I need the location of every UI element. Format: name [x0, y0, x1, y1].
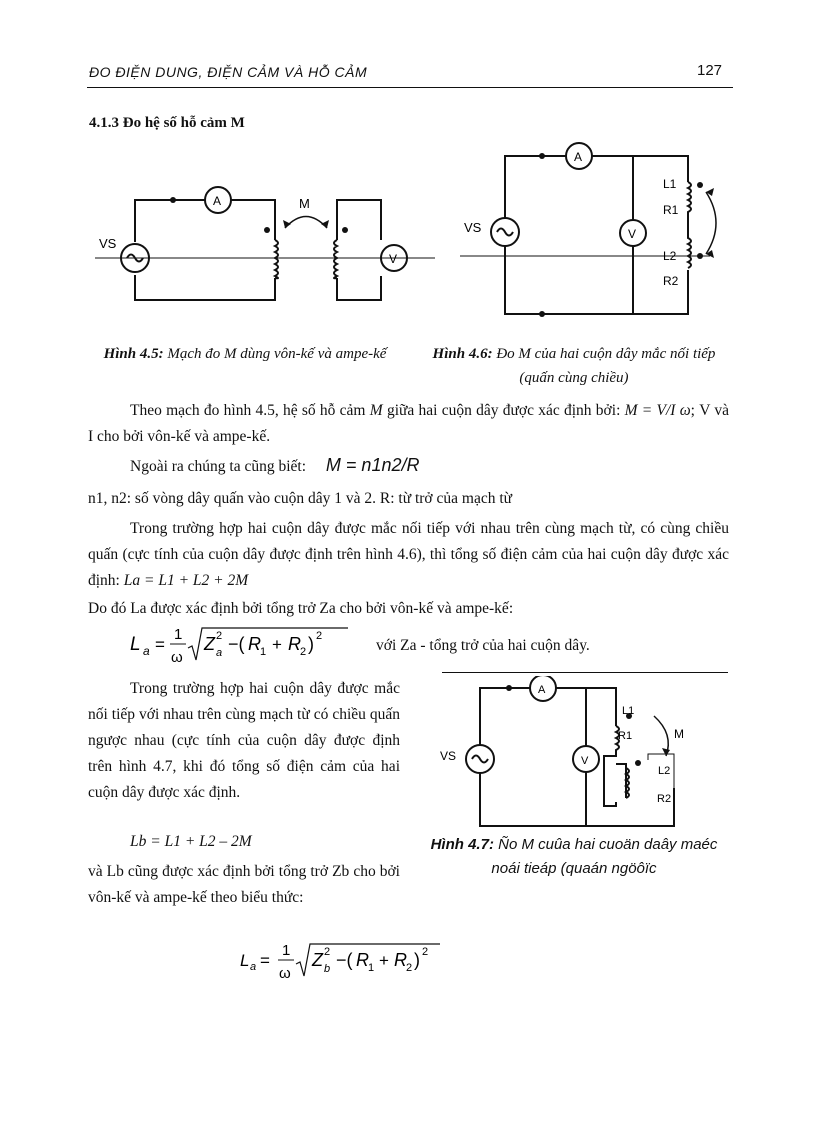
caption-label: Hình 4.6: [432, 346, 493, 362]
equation-2 [240, 936, 460, 984]
paragraph-8: và Lb cũng được xác định bởi tổng trở Zb cho bởi vôn-kế và ampe-kế theo biểu thức: [88, 863, 400, 906]
caption-label: Hình 4.5: [103, 346, 164, 362]
paragraph-1: Theo mạch đo hình 4.5, hệ số hỗ cảm M giữa hai cuộn dây được xác định bởi: M = V/I ω; V và I cho bởi vôn-kế và ampe-kế. [88, 402, 730, 445]
svg-text:2: 2 [406, 962, 413, 974]
r2-label: R2 [663, 274, 679, 288]
running-header: ĐO ĐIỆN DUNG, ĐIỆN CẢM VÀ HỖ CẢM [89, 64, 368, 80]
caption-text: Ño M cuûa hai cuoän daây maéc noái tieáp (quaán ngöôïc [491, 836, 718, 877]
ammeter-label: A [538, 684, 546, 696]
svg-text:): ) [308, 634, 314, 654]
svg-text:=: = [155, 635, 165, 654]
svg-text:R: R [356, 950, 369, 970]
figure-4-7-top-rule [442, 672, 728, 673]
svg-text:a: a [250, 961, 257, 973]
section-heading: 4.1.3 Đo hệ số hỗ cảm M [89, 115, 245, 131]
svg-text:R: R [394, 950, 407, 970]
equation-1 [130, 620, 370, 668]
caption-label: Hình 4.7: [430, 836, 494, 853]
figure-4-5-caption [92, 342, 398, 366]
svg-text:1: 1 [174, 626, 183, 643]
svg-text:a: a [143, 644, 150, 658]
l2-label: L2 [658, 765, 671, 777]
l1-label: L1 [663, 177, 677, 191]
figure-4-5-circuit [95, 180, 435, 315]
figure-4-6-caption [418, 342, 730, 390]
figure-4-7-circuit [436, 676, 716, 836]
svg-text:R: R [288, 634, 301, 654]
ammeter-label: A [574, 150, 583, 164]
svg-text:=: = [260, 951, 270, 970]
figure-4-7-caption [418, 833, 730, 881]
svg-text:Z: Z [204, 634, 215, 654]
l2-label: L2 [663, 249, 677, 263]
svg-text:R: R [248, 634, 261, 654]
svg-text:+: + [272, 635, 282, 654]
svg-text:Z: Z [312, 950, 323, 970]
mutual-label: M [299, 196, 310, 211]
svg-text:−(: −( [228, 634, 245, 654]
svg-text:ω: ω [279, 965, 291, 982]
svg-text:2: 2 [324, 946, 331, 958]
caption-text: Mạch đo M dùng vôn-kế và ampe-kế [167, 346, 387, 362]
caption-text: Đo M của hai cuộn dây mắc nối tiếp (quấn cùng chiều) [496, 346, 716, 386]
voltmeter-label: V [581, 755, 589, 767]
r1-label: R1 [663, 203, 679, 217]
source-label: VS [440, 749, 457, 763]
svg-text:1: 1 [260, 646, 267, 658]
svg-text:ω: ω [171, 649, 183, 666]
paragraph-5: Do đó La được xác định bởi tổng trở Za cho bởi vôn-kế và ampe-kế: [88, 600, 514, 617]
svg-text:): ) [414, 950, 420, 970]
formula-lb: Lb = L1 + L2 – 2M [130, 833, 252, 850]
svg-text:−(: −( [336, 950, 353, 970]
svg-text:b: b [324, 963, 331, 975]
paragraph-6: Trong trường hợp hai cuộn dây được mắc nối tiếp với nhau trên cùng mạch từ có chiều quấn ngược nhau (cực tính của cuộn dây được định trên hình 4.7, khi đó tổng số điện cảm của hai cuộn dây được xác định. [88, 680, 400, 801]
equation-1-suffix: với Za - tổng trở của hai cuộn dây. [376, 637, 590, 654]
r1-label: R1 [618, 730, 633, 742]
page-number: 127 [697, 62, 723, 79]
svg-text:2: 2 [216, 630, 223, 642]
paragraph-4: Trong trường hợp hai cuộn dây được mắc nối tiếp với nhau trên cùng mạch từ, có cùng chiều quấn (cực tính của cuộn dây được định trên hình 4.6), thì tổng số điện cảm của hai cuộn dây được xác định: La = L1 + L2 + 2M [88, 520, 729, 589]
l1-label: L1 [622, 705, 635, 717]
svg-text:a: a [216, 647, 223, 659]
paragraph-2: Ngoài ra chúng ta cũng biết: M = n1n2/R [130, 455, 420, 475]
paragraph-3: n1, n2: số vòng dây quấn vào cuộn dây 1 và 2. R: từ trở của mạch từ [88, 490, 513, 507]
r2-label: R2 [657, 793, 672, 805]
svg-text:+: + [379, 951, 389, 970]
source-label: VS [464, 220, 482, 235]
svg-text:2: 2 [422, 946, 429, 958]
svg-text:L: L [130, 634, 141, 655]
mutual-label: M [674, 727, 684, 741]
svg-text:L: L [240, 951, 250, 970]
ammeter-label: A [213, 194, 222, 208]
voltmeter-label: V [628, 227, 637, 241]
header-rule [87, 87, 733, 88]
source-label: VS [99, 236, 117, 251]
svg-text:1: 1 [368, 962, 375, 974]
voltmeter-label: V [389, 252, 398, 266]
svg-text:1: 1 [282, 942, 291, 959]
figure-4-6-circuit [460, 140, 720, 320]
svg-text:2: 2 [300, 646, 307, 658]
svg-text:2: 2 [316, 630, 323, 642]
